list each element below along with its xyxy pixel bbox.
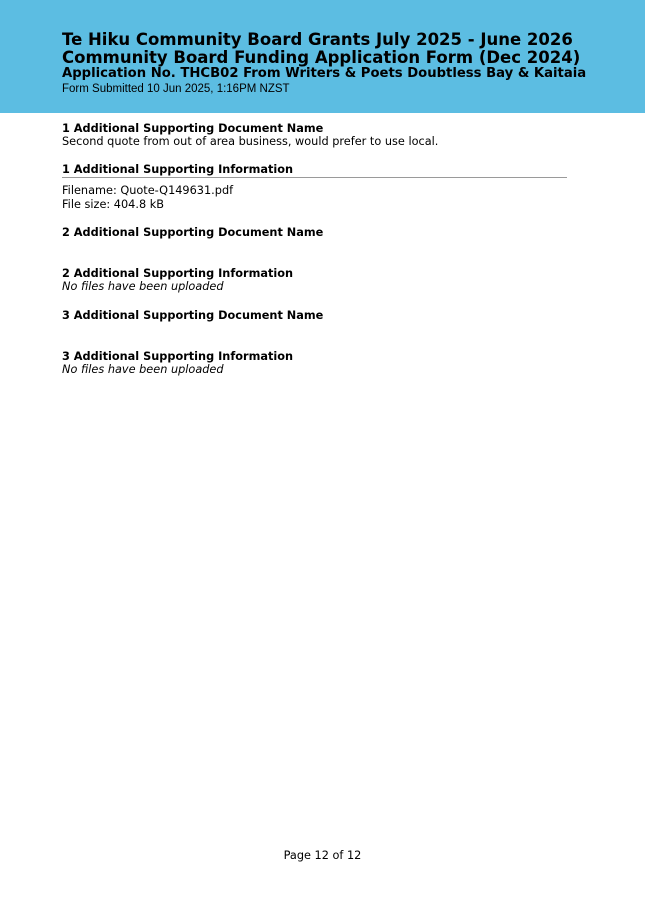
submission-date: Form Submitted 10 Jun 2025, 1:16PM NZST [62, 83, 290, 95]
application-number: Application No. THCB02 From Writers & Poets Doubtless Bay & Kaitaia [62, 66, 587, 81]
field-label-doc-name-3: 3 Additional Supporting Document Name [62, 309, 324, 322]
no-files-message: No files have been uploaded [62, 363, 224, 376]
no-files-message: No files have been uploaded [62, 280, 224, 293]
field-label-doc-name-1: 1 Additional Supporting Document Name [62, 122, 324, 135]
file-name[interactable]: Filename: Quote-Q149631.pdf [62, 184, 234, 197]
field-label-info-3: 3 Additional Supporting Information [62, 350, 294, 363]
field-value-doc-name-1: Second quote from out of area business, would prefer to use local. [62, 135, 439, 148]
field-label-doc-name-2: 2 Additional Supporting Document Name [62, 226, 324, 239]
section-divider [62, 177, 567, 178]
form-title-line2: Community Board Funding Application Form (Dec 2024) [62, 48, 581, 67]
form-title-line1: Te Hiku Community Board Grants July 2025 - June 2026 [62, 30, 573, 49]
page-number: Page 12 of 12 [283, 849, 362, 862]
field-label-info-2: 2 Additional Supporting Information [62, 267, 294, 280]
file-size: File size: 404.8 kB [62, 198, 165, 211]
field-label-info-1: 1 Additional Supporting Information [62, 163, 294, 176]
header-banner [0, 0, 645, 113]
